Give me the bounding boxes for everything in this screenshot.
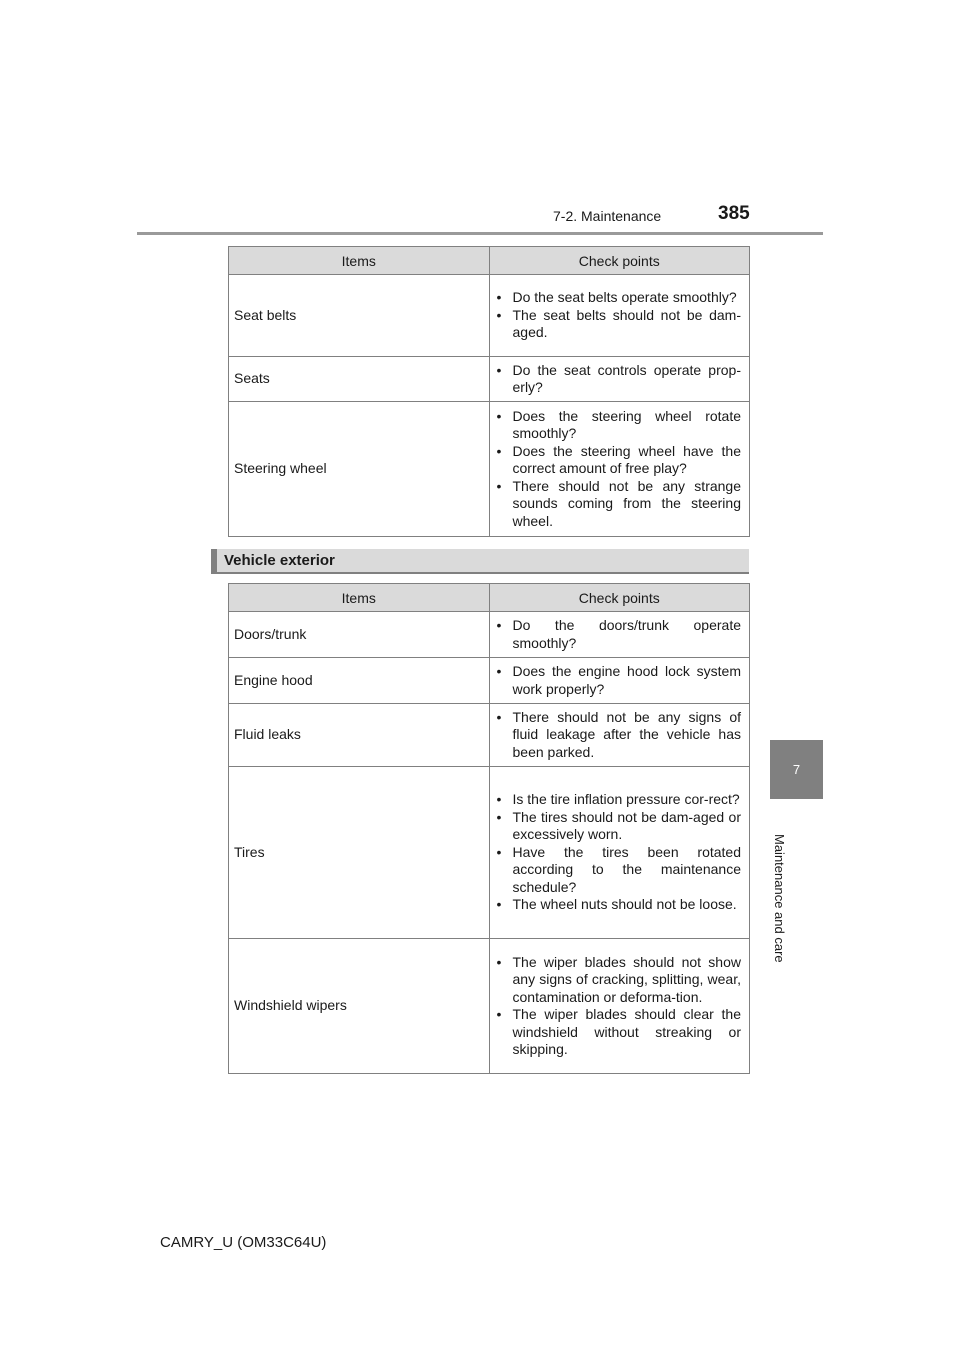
chapter-label	[769, 834, 789, 963]
heading-marker	[211, 549, 217, 572]
table-row	[229, 357, 750, 402]
vehicle-exterior-heading	[211, 549, 749, 574]
table-row	[229, 704, 750, 767]
checkpoint-item: • Do the doors/trunk operate smoothly?	[495, 617, 742, 652]
checkpoint-item: • Does the engine hood lock system work properly?	[495, 663, 742, 698]
checkpoints-cell	[489, 357, 750, 402]
checkpoints-cell	[489, 612, 750, 658]
table-row	[229, 612, 750, 658]
table-header-row	[229, 584, 750, 612]
checkpoints-cell	[489, 767, 750, 939]
section-title: 7-2. Maintenance	[553, 208, 662, 224]
exterior-check-table	[228, 583, 750, 1074]
item-cell: Windshield wipers	[229, 939, 490, 1074]
checkpoint-item: • The wiper blades should clear the windshield without streaking or skipping.	[495, 1006, 742, 1059]
col-checkpoints-header: Check points	[489, 247, 750, 275]
chapter-number: 7	[792, 762, 801, 777]
item-cell: Doors/trunk	[229, 612, 490, 658]
page-number: 385	[718, 203, 750, 224]
chapter-tab	[770, 740, 823, 799]
checkpoint-item: • Do the seat belts operate smoothly?	[495, 289, 742, 307]
heading-title: Vehicle exterior	[224, 552, 335, 569]
col-items-header: Items	[229, 247, 490, 275]
interior-check-table	[228, 246, 750, 537]
checkpoint-item: • There should not be any signs of fluid leakage after the vehicle has been parked.	[495, 709, 742, 762]
table-row	[229, 939, 750, 1074]
col-items-header: Items	[229, 584, 490, 612]
checkpoints-cell	[489, 939, 750, 1074]
checkpoint-item: • The tires should not be dam-aged or excessively worn.	[495, 809, 742, 844]
checkpoint-item: • Does the steering wheel have the correct amount of free play?	[495, 443, 742, 478]
footer-model-code: CAMRY_U (OM33C64U)	[160, 1234, 327, 1251]
item-cell: Steering wheel	[229, 402, 490, 537]
checkpoint-item: • Is the tire inflation pressure cor-rect?	[495, 791, 742, 809]
item-cell: Seats	[229, 357, 490, 402]
checkpoint-item: • Does the steering wheel rotate smoothly?	[495, 408, 742, 443]
checkpoints-cell	[489, 402, 750, 537]
item-cell: Seat belts	[229, 275, 490, 357]
checkpoint-item: • The wiper blades should not show any signs of cracking, splitting, wear, contamination or deforma-tion.	[495, 954, 742, 1007]
checkpoint-item: • The seat belts should not be dam-aged.	[495, 307, 742, 342]
table-row	[229, 658, 750, 704]
checkpoint-item: • Have the tires been rotated according to the maintenance schedule?	[495, 844, 742, 897]
item-cell: Fluid leaks	[229, 704, 490, 767]
checkpoint-item: • Do the seat controls operate prop-erly?	[495, 362, 742, 397]
checkpoint-item: • There should not be any strange sounds coming from the steering wheel.	[495, 478, 742, 531]
header-rule	[137, 232, 823, 235]
item-cell: Engine hood	[229, 658, 490, 704]
item-cell: Tires	[229, 767, 490, 939]
table-row	[229, 767, 750, 939]
checkpoints-cell	[489, 275, 750, 357]
checkpoint-item: • The wheel nuts should not be loose.	[495, 896, 742, 914]
table-header-row	[229, 247, 750, 275]
table-row	[229, 275, 750, 357]
table-row	[229, 402, 750, 537]
col-checkpoints-header: Check points	[489, 584, 750, 612]
checkpoints-cell	[489, 658, 750, 704]
chapter-label-text: Maintenance and care	[772, 834, 787, 963]
checkpoints-cell	[489, 704, 750, 767]
